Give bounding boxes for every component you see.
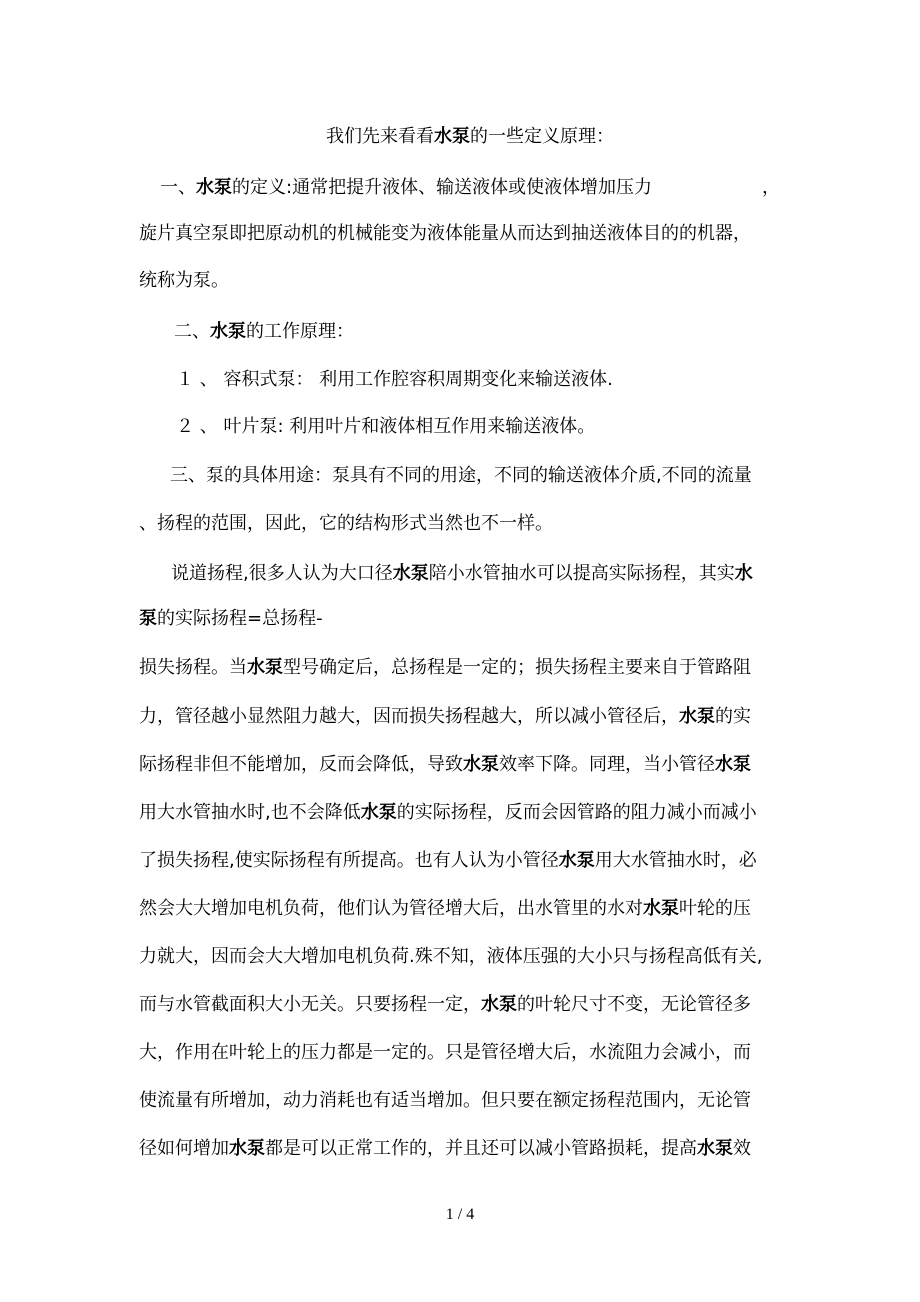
keyword: 水泵 [697,1138,733,1159]
body-line-12: 使流量有所增加，动力消耗也有适当增加。但只要在额定扬程范围内，无论管 [139,1090,751,1111]
keyword: 水泵 [558,850,595,871]
body-line-9: 力就大，因而会大大增加电机负荷.殊不知，液体压强的大小只与扬程高低有关, [139,946,763,967]
section1-comma: ， [762,177,780,198]
keyword: 水泵 [643,898,679,919]
body-line-7: 了损失扬程,使实际扬程有所提高。也有人认为小管径水泵用大水管抽水时，必 [139,850,757,871]
body-line-5: 际扬程非但不能增加，反而会降低，导致水泵效率下降。同理，当小管径水泵 [139,754,751,775]
keyword: 水泵 [229,1138,265,1159]
keyword: 水泵 [360,802,397,823]
keyword: 水泵 [434,126,470,147]
keyword: 水泵 [679,706,715,727]
body-line-3: 损失扬程。当水泵型号确定后，总扬程是一定的；损失扬程主要来自于管路阻 [139,657,751,678]
keyword: 水泵 [463,754,499,775]
section2-heading: 二、水泵的工作原理： [174,321,354,342]
body-line-6: 用大水管抽水时,也不会降低水泵的实际扬程，反而会因管路的阻力减小而减小 [139,802,757,823]
section2-item2: ２ 、 叶片泵: 利用叶片和液体相互作用来输送液体。 [176,416,596,437]
keyword: 泵 [139,608,157,629]
section1-line1: 一、水泵的定义:通常把提升液体、输送液体或使液体增加压力 [160,177,653,198]
keyword: 水泵 [392,563,429,584]
page-number: 1 / 4 [445,1206,475,1223]
keyword: 水泵 [715,754,751,775]
section3-line2: 、扬程的范围，因此，它的结构形式当然也不一样。 [139,513,553,534]
page-title: 我们先来看看水泵的一些定义原理： [326,126,614,147]
section3-line1: 三、泵的具体用途：泵具有不同的用途，不同的输送液体介质,不同的流量 [170,465,752,486]
body-line-2: 泵的实际扬程=总扬程- [139,608,323,629]
section1-line2: 旋片真空泵即把原动机的机械能变为液体能量从而达到抽送液体目的的机器， [139,223,751,244]
body-line-8: 然会大大增加电机负荷，他们认为管径增大后，出水管里的水对水泵叶轮的压 [139,898,751,919]
section2-item1: １ 、 容积式泵： 利用工作腔容积周期变化来输送液体. [176,369,613,390]
body-line-11: 大，作用在叶轮上的压力都是一定的。只是管径增大后，水流阻力会减小，而 [139,1042,751,1063]
keyword: 水泵 [196,177,232,198]
body-line-1: 说道扬程,很多人认为大口径水泵陪小水管抽水可以提高实际扬程，其实水 [171,563,753,584]
keyword: 水泵 [247,657,283,678]
body-line-13: 径如何增加水泵都是可以正常工作的，并且还可以减小管路损耗，提高水泵效 [139,1138,751,1159]
section1-line3: 统称为泵。 [139,270,229,291]
body-line-10: 而与水管截面积大小无关。只要扬程一定，水泵的叶轮尺寸不变，无论管径多 [139,994,751,1015]
body-line-4: 力，管径越小显然阻力越大，因而损失扬程越大，所以减小管径后，水泵的实 [139,706,751,727]
keyword: 水泵 [210,321,246,342]
keyword: 水 [734,563,753,584]
keyword: 水泵 [481,994,517,1015]
